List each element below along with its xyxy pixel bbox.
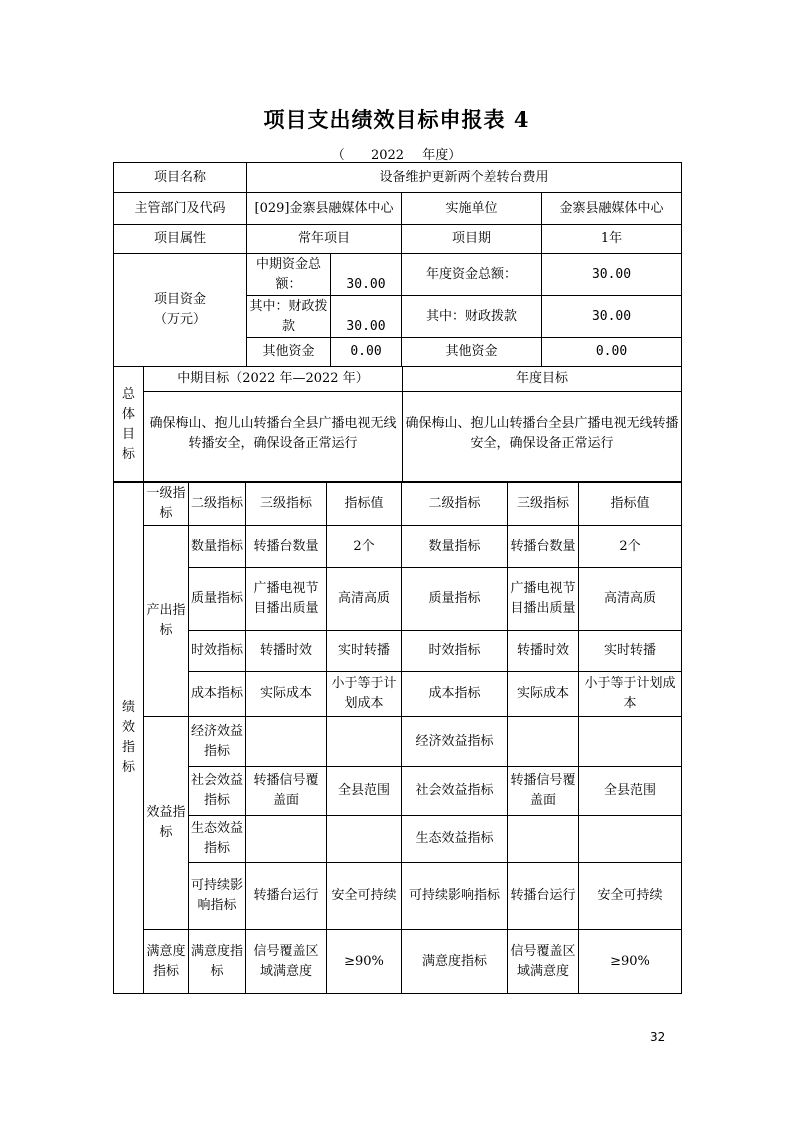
mid-goal-text: 确保梅山、抱儿山转播台全县广播电视无线转播安全，确保设备正常运行 xyxy=(144,392,403,483)
attribute-label: 项目属性 xyxy=(114,225,247,254)
table-row-l2-year: 成本指标 xyxy=(402,672,508,717)
report-year xyxy=(0,144,793,163)
table-row-l2: 社会效益指标 xyxy=(189,767,246,816)
mid-goal-header: 中期目标（2022 年—2022 年） xyxy=(144,367,403,392)
table-row-value: 小于等于计划成本 xyxy=(327,672,402,717)
header-level3: 三级指标 xyxy=(246,482,327,526)
mid-total-value: 30.00 xyxy=(331,254,402,296)
header-level2-year: 二级指标 xyxy=(402,482,508,526)
table-row-l3: 信号覆盖区域满意度 xyxy=(246,930,327,994)
table-row-l3: 转播台数量 xyxy=(246,526,327,568)
table-row-l3-year: 信号覆盖区域满意度 xyxy=(508,930,579,994)
table-row-l2: 时效指标 xyxy=(189,631,246,672)
mid-fiscal-value: 30.00 xyxy=(331,296,402,338)
table-row-l2-year: 可持续影响指标 xyxy=(402,863,508,930)
year-suffix: 年度） xyxy=(422,148,462,163)
table-row-l3-year: 转播台运行 xyxy=(508,863,579,930)
goals-table xyxy=(113,366,682,483)
table-row-value-year: 实时转播 xyxy=(579,631,682,672)
period-label: 项目期 xyxy=(402,225,542,254)
table-row-l2-year: 经济效益指标 xyxy=(402,717,508,767)
implementer-label: 实施单位 xyxy=(402,193,542,225)
table-row-l2-year: 数量指标 xyxy=(402,526,508,568)
year-goal-text: 确保梅山、抱儿山转播台全县广播电视无线转播安全，确保设备正常运行 xyxy=(403,392,682,483)
table-row-l2: 生态效益指标 xyxy=(189,816,246,863)
implementer-value: 金寨县融媒体中心 xyxy=(542,193,682,225)
table-row-l3-year xyxy=(508,717,579,767)
year-other-label: 其他资金 xyxy=(402,338,542,367)
table-row-l2: 经济效益指标 xyxy=(189,717,246,767)
table-row-l2-year: 时效指标 xyxy=(402,631,508,672)
page-number: 32 xyxy=(650,1030,666,1044)
year-value: 2022 xyxy=(370,148,405,163)
page-title: 项目支出绩效目标申报表 4 xyxy=(263,107,530,132)
table-row-value: 高清高质 xyxy=(327,568,402,631)
table-row-l3-year: 转播信号覆盖面 xyxy=(508,767,579,816)
year-fiscal-value: 30.00 xyxy=(542,296,682,338)
year-goal-header: 年度目标 xyxy=(403,367,682,392)
table-row-l3 xyxy=(246,816,327,863)
table-row-l3-year: 转播时效 xyxy=(508,631,579,672)
header-level1: 一级指标 xyxy=(144,482,189,526)
table-row-l2-year: 生态效益指标 xyxy=(402,816,508,863)
year-total-value: 30.00 xyxy=(542,254,682,296)
year-other-value: 0.00 xyxy=(542,338,682,367)
table-row-value: 2个 xyxy=(327,526,402,568)
table-row-l2-year: 社会效益指标 xyxy=(402,767,508,816)
header-level2: 二级指标 xyxy=(189,482,246,526)
table-row-value-year: 2个 xyxy=(579,526,682,568)
table-row-l2: 可持续影响指标 xyxy=(189,863,246,930)
table-row-value xyxy=(327,816,402,863)
table-row-l2-year: 质量指标 xyxy=(402,568,508,631)
year-total-label: 年度资金总额： xyxy=(402,254,542,296)
table-row-l2-year: 满意度指标 xyxy=(402,930,508,994)
indicators-label: 绩效指标 xyxy=(114,482,144,994)
table-row-value-year: 小于等于计划成本 xyxy=(579,672,682,717)
table-row-l2: 成本指标 xyxy=(189,672,246,717)
output-indicators-label: 产出指标 xyxy=(144,526,189,717)
attribute-value: 常年项目 xyxy=(247,225,402,254)
indicators-table xyxy=(113,481,682,994)
table-row-l3-year: 实际成本 xyxy=(508,672,579,717)
table-row-value-year: ≥90% xyxy=(579,930,682,994)
funds-label: 项目资金（万元） xyxy=(114,254,247,367)
table-row-value-year: 安全可持续 xyxy=(579,863,682,930)
mid-total-label: 中期资金总额： xyxy=(247,254,331,296)
table-row-value-year xyxy=(579,816,682,863)
table-row-value-year: 高清高质 xyxy=(579,568,682,631)
table-row-l3-year xyxy=(508,816,579,863)
project-info-table xyxy=(113,162,682,367)
table-row-value: 安全可持续 xyxy=(327,863,402,930)
table-row-value: 实时转播 xyxy=(327,631,402,672)
table-row-l3: 实际成本 xyxy=(246,672,327,717)
table-row-l3 xyxy=(246,717,327,767)
table-row-l3: 转播台运行 xyxy=(246,863,327,930)
table-row-value: 全县范围 xyxy=(327,767,402,816)
header-value-year: 指标值 xyxy=(579,482,682,526)
department-value: [029]金寨县融媒体中心 xyxy=(247,193,402,225)
table-row-value xyxy=(327,717,402,767)
table-row-value-year xyxy=(579,717,682,767)
table-row-l3-year: 广播电视节目播出质量 xyxy=(508,568,579,631)
table-row-l3-year: 转播台数量 xyxy=(508,526,579,568)
benefit-indicators-label: 效益指标 xyxy=(144,717,189,930)
project-name-value: 设备维护更新两个差转台费用 xyxy=(247,163,682,193)
period-value: 1年 xyxy=(542,225,682,254)
mid-other-value: 0.00 xyxy=(331,338,402,367)
table-row-l3: 广播电视节目播出质量 xyxy=(246,568,327,631)
year-fiscal-label: 其中：财政拨款 xyxy=(402,296,542,338)
mid-other-label: 其他资金 xyxy=(247,338,331,367)
year-open: （ xyxy=(331,148,345,163)
header-value: 指标值 xyxy=(327,482,402,526)
department-label: 主管部门及代码 xyxy=(114,193,247,225)
header-level3-year: 三级指标 xyxy=(508,482,579,526)
project-name-label: 项目名称 xyxy=(114,163,247,193)
table-row-l3: 转播信号覆盖面 xyxy=(246,767,327,816)
table-row-l2: 满意度指标 xyxy=(189,930,246,994)
table-row-value-year: 全县范围 xyxy=(579,767,682,816)
goals-label: 总体目标 xyxy=(114,367,144,483)
table-row-l3: 转播时效 xyxy=(246,631,327,672)
table-row-l2: 质量指标 xyxy=(189,568,246,631)
table-row-l2: 数量指标 xyxy=(189,526,246,568)
mid-fiscal-label: 其中：财政拨款 xyxy=(247,296,331,338)
satisfaction-indicators-label: 满意度指标 xyxy=(144,930,189,994)
table-row-value: ≥90% xyxy=(327,930,402,994)
